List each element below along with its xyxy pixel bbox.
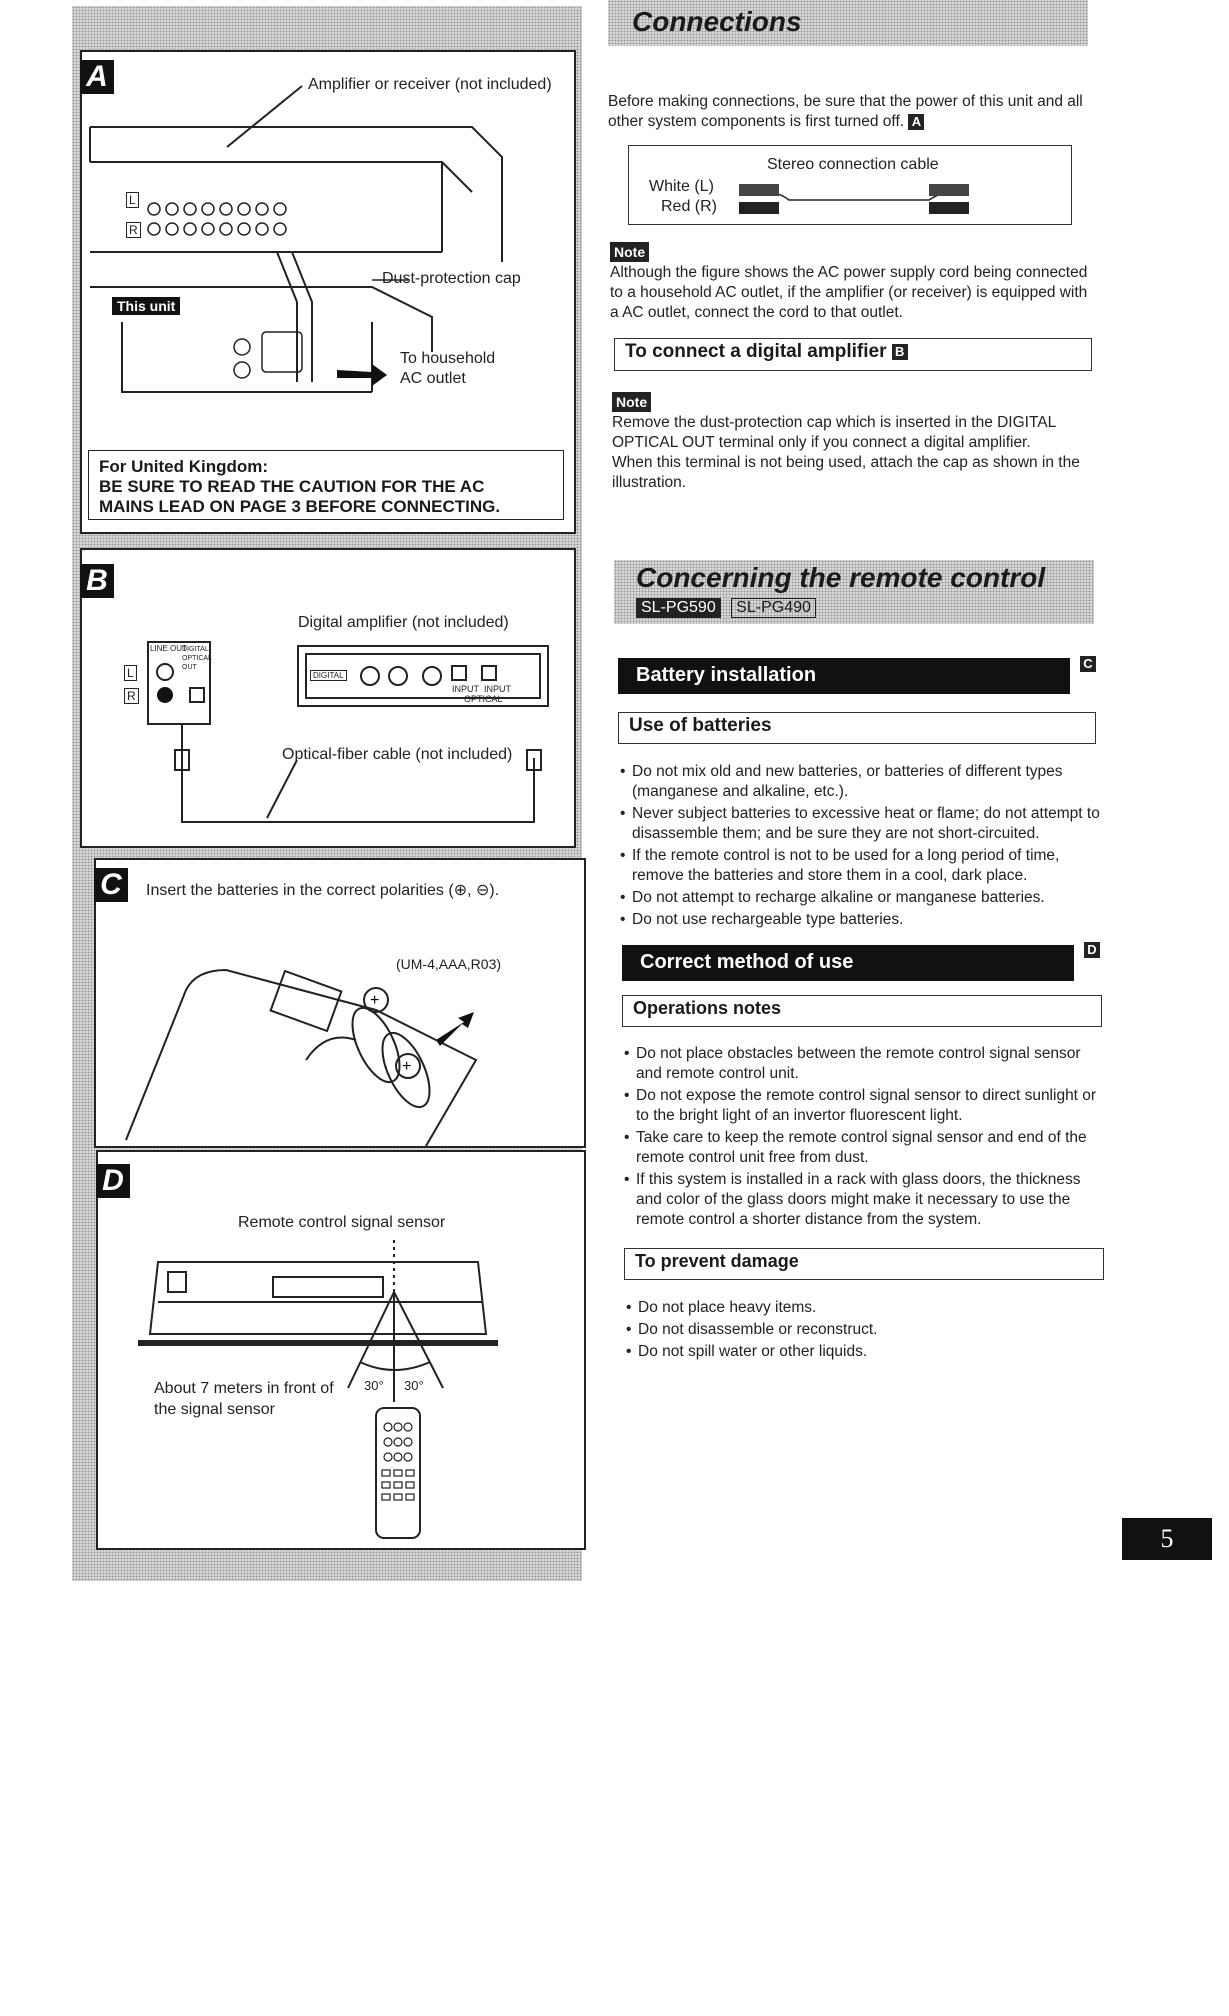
ref-a: A bbox=[908, 114, 924, 130]
damage-item-3: • Do not spill water or other liquids. bbox=[626, 1342, 1110, 1362]
amplifier-diagram bbox=[82, 52, 574, 452]
panel-a bbox=[80, 50, 576, 534]
uk-line-1: For United Kingdom: bbox=[99, 457, 269, 476]
connections-intro bbox=[608, 92, 1108, 132]
uk-line-2: BE SURE TO READ THE CAUTION FOR THE AC bbox=[99, 477, 485, 496]
digital-amp-heading-text: To connect a digital amplifier bbox=[625, 341, 887, 362]
digital-note-line-4: illustration. bbox=[612, 474, 687, 491]
outlet-label-2: AC outlet bbox=[400, 370, 466, 387]
operations-notes-heading: Operations notes bbox=[622, 995, 1102, 1027]
connections-note bbox=[610, 242, 1110, 323]
input-2-label: INPUT bbox=[484, 684, 511, 694]
dust-cap-label: Dust-protection cap bbox=[382, 270, 521, 287]
battery-item-3: • If the remote control is not to be used for a long period of time, remove the batteries and store them in a cool, dark place. bbox=[620, 846, 1104, 886]
ref-d: D bbox=[1084, 942, 1100, 958]
digital-note-line-3: When this terminal is not being used, attach the cap as shown in the bbox=[612, 454, 1080, 471]
b-jack-l: L bbox=[124, 665, 137, 681]
plus-sign-2: + bbox=[402, 1058, 412, 1075]
sensor-label: Remote control signal sensor bbox=[238, 1214, 446, 1231]
battery-instruction: Insert the batteries in the correct polarities (⊕, ⊖). bbox=[146, 882, 500, 899]
line-out-label: LINE OUT bbox=[150, 644, 187, 653]
jack-l-label: L bbox=[126, 192, 139, 208]
note-tag-2: Note bbox=[612, 392, 651, 412]
prevent-damage-heading: To prevent damage bbox=[624, 1248, 1104, 1280]
uk-line-3: MAINS LEAD ON PAGE 3 BEFORE CONNECTING. bbox=[99, 497, 501, 516]
remote-title-band bbox=[614, 560, 1094, 624]
ref-c: C bbox=[1080, 656, 1096, 672]
use-list-container bbox=[624, 1044, 1108, 1232]
remote-range-diagram bbox=[98, 1152, 584, 1548]
connections-intro-line-1: Before making connections, be sure that the power of this unit and all bbox=[608, 93, 1083, 110]
remote-title: Concerning the remote control bbox=[636, 562, 1046, 593]
optical-cable-label: Optical-fiber cable (not included) bbox=[282, 746, 513, 763]
note-line-3: a AC outlet, connect the cord to that outlet. bbox=[610, 304, 903, 321]
stereo-cable-box bbox=[628, 145, 1072, 225]
angle-right: 30° bbox=[404, 1378, 424, 1393]
note-tag-1: Note bbox=[610, 242, 649, 262]
panel-d-badge: D bbox=[96, 1164, 130, 1198]
panel-c bbox=[94, 858, 586, 1148]
battery-type: (UM-4,AAA,R03) bbox=[396, 956, 502, 972]
angle-left: 30° bbox=[364, 1378, 384, 1393]
digital-amp-heading bbox=[614, 338, 1092, 371]
distance-line-1: About 7 meters in front of bbox=[154, 1380, 334, 1397]
use-item-4: • If this system is installed in a rack with glass doors, the thickness and color of the glass doors might make it necessary to use the remote control a shorter distance from the system. bbox=[624, 1170, 1108, 1230]
panel-a-badge: A bbox=[80, 60, 114, 94]
red-label: Red (R) bbox=[661, 198, 718, 215]
damage-item-2: • Do not disassemble or reconstruct. bbox=[626, 1320, 1110, 1340]
use-item-1: • Do not place obstacles between the remote control signal sensor and remote control unit. bbox=[624, 1044, 1108, 1084]
note-line-1: Although the figure shows the AC power supply cord being connected bbox=[610, 264, 1088, 281]
connections-intro-line-2: other system components is first turned off. bbox=[608, 113, 905, 130]
digital-amp-note bbox=[612, 392, 1112, 493]
connections-title-band bbox=[608, 0, 1088, 46]
page-number: 5 bbox=[1122, 1518, 1212, 1560]
connections-title: Connections bbox=[632, 6, 802, 37]
panel-d bbox=[96, 1150, 586, 1550]
battery-item-4: • Do not attempt to recharge alkaline or manganese batteries. bbox=[620, 888, 1104, 908]
optical-tag: OPTICAL bbox=[464, 694, 503, 704]
note-line-2: to a household AC outlet, if the amplifier (or receiver) is equipped with bbox=[610, 284, 1088, 301]
digital-tag: DIGITAL bbox=[310, 670, 347, 681]
battery-installation-heading: Battery installation bbox=[618, 658, 1070, 694]
battery-item-5: • Do not use rechargeable type batteries. bbox=[620, 910, 1104, 930]
panel-c-badge: C bbox=[94, 868, 128, 902]
b-jack-r: R bbox=[124, 688, 139, 704]
battery-item-2: • Never subject batteries to excessive heat or flame; do not attempt to disassemble them; and be sure they are not short-circuited. bbox=[620, 804, 1104, 844]
use-of-batteries-heading: Use of batteries bbox=[618, 712, 1096, 744]
this-unit-tag: This unit bbox=[112, 297, 180, 315]
panel-b bbox=[80, 548, 576, 848]
outlet-label-1: To household bbox=[400, 350, 496, 367]
damage-list-container bbox=[626, 1298, 1110, 1364]
cable-title: Stereo connection cable bbox=[767, 156, 939, 173]
digital-note-line-1: Remove the dust-protection cap which is inserted in the DIGITAL bbox=[612, 414, 1057, 431]
digital-optical-out-label: DIGITAL OPTICAL OUT bbox=[182, 646, 212, 671]
battery-list-container bbox=[620, 762, 1104, 932]
ref-b: B bbox=[892, 344, 908, 360]
uk-caution-box bbox=[88, 450, 564, 520]
white-label: White (L) bbox=[649, 178, 714, 195]
digital-amp-label: Digital amplifier (not included) bbox=[298, 614, 509, 631]
battery-diagram bbox=[96, 860, 584, 1146]
input-1-label: INPUT bbox=[452, 684, 479, 694]
digital-note-line-2: OPTICAL OUT terminal only if you connect a digital amplifier. bbox=[612, 434, 1031, 451]
model-sl-pg490: SL-PG490 bbox=[731, 598, 816, 618]
amplifier-label: Amplifier or receiver (not included) bbox=[308, 76, 552, 93]
damage-item-1: • Do not place heavy items. bbox=[626, 1298, 1110, 1318]
model-sl-pg590: SL-PG590 bbox=[636, 598, 721, 618]
distance-line-2: the signal sensor bbox=[154, 1401, 275, 1418]
correct-method-heading: Correct method of use bbox=[622, 945, 1074, 981]
use-item-2: • Do not expose the remote control signal sensor to direct sunlight or to the bright light of an invertor fluorescent light. bbox=[624, 1086, 1108, 1126]
battery-item-1: • Do not mix old and new batteries, or batteries of different types (manganese and alkaline, etc.). bbox=[620, 762, 1104, 802]
jack-r-label: R bbox=[126, 222, 141, 238]
panel-b-badge: B bbox=[80, 564, 114, 598]
cable-drawing bbox=[629, 146, 1071, 224]
plus-sign-1: + bbox=[370, 992, 380, 1009]
use-item-3: • Take care to keep the remote control signal sensor and end of the remote control unit free from dust. bbox=[624, 1128, 1108, 1168]
